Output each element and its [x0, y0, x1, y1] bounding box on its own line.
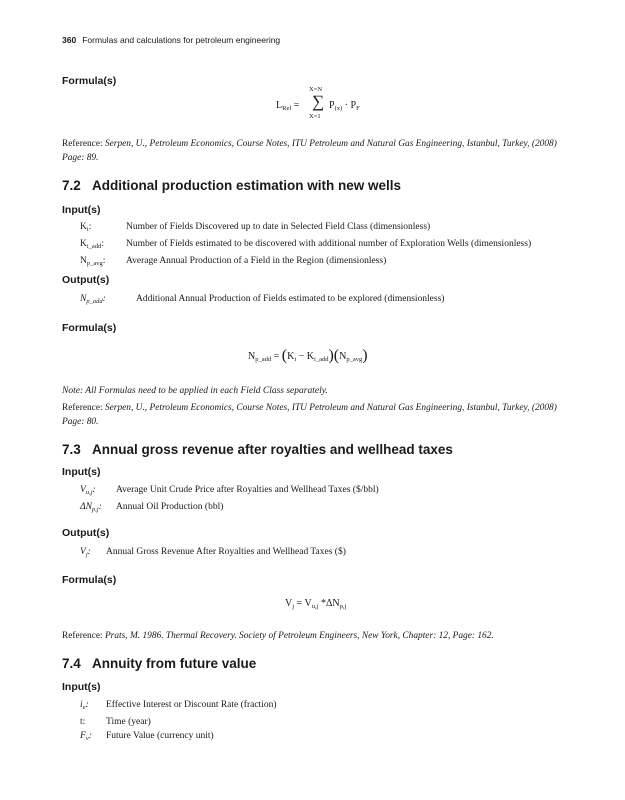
formula-l-rel: $L_{Rel}$ = X=N ∑ X=1 $P_{(x)} \cdot P_F$	[276, 86, 360, 120]
book-title: Formulas and calculations for petroleum engineering	[82, 35, 281, 45]
note: Note: All Formulas need to be applied in each Field Class separately.	[62, 386, 328, 396]
reference: Reference: Prats, M. 1986. Thermal Recovery. Society of Petroleum Engineers, New York, Chapter: 12, Page: 162.	[62, 631, 494, 641]
input-item: $K_{i\_add}$: Number of Fields estimated to be discovered with additional number of Exploration Wells (dimensionless)	[80, 239, 532, 250]
formula-n-p-add: $N_{p\_add} = (K_i - K_{i\_add})(N_{p\_avg})$	[248, 347, 368, 364]
input-item: $V_{u,j}$: Average Unit Crude Price after Royalties and Wellhead Taxes ($/bbl)	[80, 485, 379, 496]
reference: Reference: Serpen, U., Petroleum Economics, Course Notes, ITU Petroleum and Natural Gas Engineering, Istanbul, Turkey, (2008) Page: 80.	[62, 403, 557, 427]
formula-v-j: $V_j = V_{u,j}$ $*\Delta N_{p,j}$	[285, 598, 347, 610]
formula-heading: Formula(s)	[62, 75, 117, 87]
input-heading: Input(s)	[62, 681, 101, 693]
input-heading: Input(s)	[62, 466, 101, 478]
output-item: $N_{p\_add}$: Additional Annual Production of Fields estimated to be explored (dimensionless)	[80, 294, 445, 305]
page-number: 360	[62, 35, 77, 45]
input-list	[80, 698, 277, 746]
input-item: $K_i$: Number of Fields Discovered up to date in Selected Field Class (dimensionless)	[80, 222, 431, 233]
input-item: $i_e$: Effective Interest or Discount Rate (fraction)	[80, 700, 277, 711]
reference: Reference: Serpen, U., Petroleum Economics, Course Notes, ITU Petroleum and Natural Gas Engineering, Istanbul, Turkey, (2008) Page: 89.	[62, 139, 557, 163]
output-item: $V_j$: Annual Gross Revenue After Royalties and Wellhead Taxes ($)	[80, 547, 346, 558]
formula-heading: Formula(s)	[62, 574, 117, 586]
output-heading: Output(s)	[62, 527, 110, 539]
section-heading-7-3: 7.3 Annual gross revenue after royalties and wellhead taxes	[62, 442, 453, 457]
input-item: $N_{p\_avg}$: Average Annual Production of a Field in the Region (dimensionless)	[80, 256, 387, 267]
input-item: $\Delta N_{p,j}$: Annual Oil Production (bbl)	[80, 502, 224, 513]
output-heading: Output(s)	[62, 274, 110, 286]
input-item: $F_v$: Future Value (currency unit)	[80, 731, 214, 742]
section-heading-7-4: 7.4 Annuity from future value	[62, 656, 257, 671]
input-list	[80, 483, 379, 517]
input-item: t: Time (year)	[80, 717, 151, 727]
formula-heading: Formula(s)	[62, 322, 117, 334]
input-list	[80, 220, 531, 271]
input-heading: Input(s)	[62, 204, 101, 216]
section-heading-7-2: 7.2 Additional production estimation with new wells	[62, 178, 402, 193]
running-header	[62, 35, 280, 45]
